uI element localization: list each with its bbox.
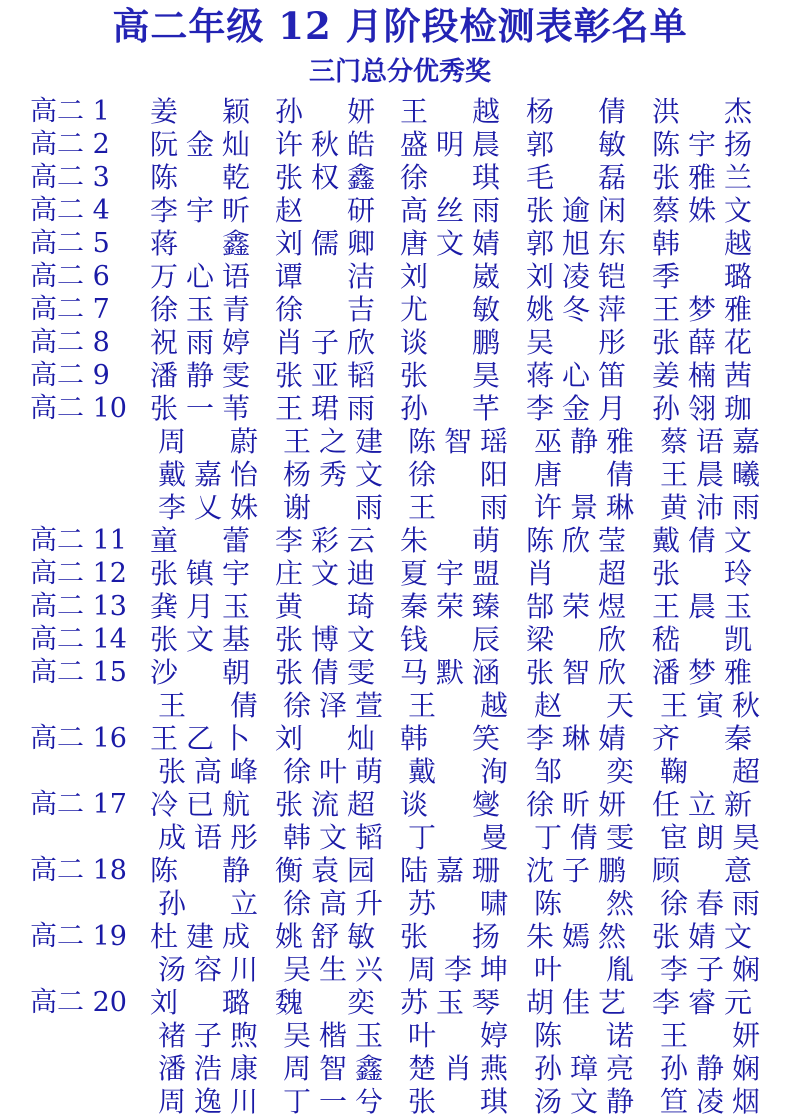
- student-name: 孙 立: [158, 887, 258, 920]
- student-name: 潘梦雅: [652, 656, 752, 689]
- student-name: 汤文静: [534, 1085, 634, 1118]
- student-name: 李宇昕: [150, 194, 250, 227]
- student-name: 唐文婧: [400, 227, 500, 260]
- student-name: 蒋 鑫: [150, 227, 250, 260]
- class-label: 高二 8: [30, 327, 110, 358]
- student-name: 张 琪: [408, 1085, 508, 1118]
- roster-row: [0, 491, 800, 524]
- student-name: 吴生兴: [283, 953, 383, 986]
- student-name: 谭 洁: [275, 260, 375, 293]
- student-name: 楚肖燕: [408, 1052, 508, 1085]
- student-name: 徐 阳: [408, 458, 508, 491]
- student-name: 丁 曼: [408, 821, 508, 854]
- student-name: 姚舒敏: [275, 920, 375, 953]
- class-label: 高二 11: [30, 525, 127, 556]
- student-name: 衡袁园: [275, 854, 375, 887]
- student-name: 徐昕妍: [526, 788, 626, 821]
- student-name: 尤 敏: [400, 293, 500, 326]
- student-name: 杨 倩: [526, 95, 626, 128]
- student-name: 张婧文: [652, 920, 752, 953]
- class-label: 高二 18: [30, 855, 127, 886]
- student-name: 巫静雅: [534, 425, 634, 458]
- student-name: 陈 然: [534, 887, 634, 920]
- student-name: 徐春雨: [660, 887, 760, 920]
- student-name: 徐泽萱: [283, 689, 383, 722]
- roster-row: [0, 359, 800, 392]
- class-label: 高二 13: [30, 591, 127, 622]
- roster-row: [0, 623, 800, 656]
- student-name: 宦朗昊: [660, 821, 760, 854]
- student-name: 黄沛雨: [660, 491, 760, 524]
- student-name: 黄 琦: [275, 590, 375, 623]
- student-name: 韩 越: [652, 227, 752, 260]
- student-name: 王之建: [283, 425, 383, 458]
- roster-row: [0, 293, 800, 326]
- student-name: 汤容川: [158, 953, 258, 986]
- roster-row: [0, 854, 800, 887]
- student-name: 笪凌烟: [660, 1085, 760, 1118]
- roster-row: [0, 722, 800, 755]
- student-name: 朱嫣然: [526, 920, 626, 953]
- student-name: 蔡语嘉: [660, 425, 760, 458]
- student-name: 张文基: [150, 623, 250, 656]
- student-name: 张 扬: [400, 920, 500, 953]
- student-name: 陈宇扬: [652, 128, 752, 161]
- student-name: 张博文: [275, 623, 375, 656]
- roster-row: [0, 128, 800, 161]
- class-label: 高二 14: [30, 624, 127, 655]
- student-name: 王梦雅: [652, 293, 752, 326]
- student-name: 张逾闲: [526, 194, 626, 227]
- roster-row: [0, 986, 800, 1019]
- class-label: 高二 7: [30, 294, 110, 325]
- student-name: 张薛花: [652, 326, 752, 359]
- roster-row: [0, 557, 800, 590]
- class-label: 高二 10: [30, 393, 127, 424]
- class-label: 高二 2: [30, 129, 110, 160]
- student-name: 张权鑫: [275, 161, 375, 194]
- student-name: 朱 萌: [400, 524, 500, 557]
- student-name: 郭旭东: [526, 227, 626, 260]
- student-name: 洪 杰: [652, 95, 752, 128]
- student-name: 王 越: [400, 95, 500, 128]
- student-name: 孙静娴: [660, 1052, 760, 1085]
- student-name: 孙 妍: [275, 95, 375, 128]
- roster-row: [0, 887, 800, 920]
- student-name: 蔡姝文: [652, 194, 752, 227]
- class-label: 高二 12: [30, 558, 127, 589]
- roster-row: [0, 1052, 800, 1085]
- student-name: 李琳婧: [526, 722, 626, 755]
- student-name: 郜荣煜: [526, 590, 626, 623]
- student-name: 谈 鹏: [400, 326, 500, 359]
- student-name: 姚冬萍: [526, 293, 626, 326]
- student-name: 盛明晨: [400, 128, 500, 161]
- roster-row: [0, 260, 800, 293]
- student-name: 苏玉琴: [400, 986, 500, 1019]
- roster-row: [0, 524, 800, 557]
- student-name: 吴楷玉: [283, 1019, 383, 1052]
- student-name: 陈 乾: [150, 161, 250, 194]
- student-name: 王 妍: [660, 1019, 760, 1052]
- student-name: 刘 璐: [150, 986, 250, 1019]
- student-name: 张流超: [275, 788, 375, 821]
- student-name: 童 蕾: [150, 524, 250, 557]
- student-name: 邹 奕: [534, 755, 634, 788]
- student-name: 叶 胤: [534, 953, 634, 986]
- student-name: 秦荣臻: [400, 590, 500, 623]
- student-name: 姜楠茜: [652, 359, 752, 392]
- student-name: 韩文韬: [283, 821, 383, 854]
- roster-row: [0, 590, 800, 623]
- student-name: 顾 意: [652, 854, 752, 887]
- student-name: 魏 奕: [275, 986, 375, 1019]
- student-name: 周李坤: [408, 953, 508, 986]
- student-name: 毛 磊: [526, 161, 626, 194]
- student-name: 鞠 超: [660, 755, 760, 788]
- class-label: 高二 4: [30, 195, 110, 226]
- roster-row: [0, 194, 800, 227]
- student-name: 赵 研: [275, 194, 375, 227]
- student-name: 陈 静: [150, 854, 250, 887]
- student-name: 杨秀文: [283, 458, 383, 491]
- student-name: 许景琳: [534, 491, 634, 524]
- student-name: 谈 燮: [400, 788, 500, 821]
- student-name: 赵 天: [534, 689, 634, 722]
- student-name: 李彩云: [275, 524, 375, 557]
- roster-row: [0, 689, 800, 722]
- student-name: 陈智瑶: [408, 425, 508, 458]
- roster-row: [0, 326, 800, 359]
- student-name: 王 雨: [408, 491, 508, 524]
- student-name: 冷已航: [150, 788, 250, 821]
- student-name: 唐 倩: [534, 458, 634, 491]
- roster-row: [0, 95, 800, 128]
- page-title: 高二年级 12 月阶段检测表彰名单: [112, 4, 688, 48]
- student-name: 孙璋亮: [534, 1052, 634, 1085]
- student-name: 李子娴: [660, 953, 760, 986]
- class-label: 高二 17: [30, 789, 127, 820]
- student-name: 徐高升: [283, 887, 383, 920]
- student-name: 戴倩文: [652, 524, 752, 557]
- student-name: 李乂姝: [158, 491, 258, 524]
- student-name: 徐 吉: [275, 293, 375, 326]
- student-name: 戴嘉怡: [158, 458, 258, 491]
- class-label: 高二 16: [30, 723, 127, 754]
- class-label: 高二 19: [30, 921, 127, 952]
- student-name: 刘儒卿: [275, 227, 375, 260]
- student-name: 戴 洵: [408, 755, 508, 788]
- student-name: 张高峰: [158, 755, 258, 788]
- student-name: 陈 诺: [534, 1019, 634, 1052]
- student-name: 万心语: [150, 260, 250, 293]
- student-name: 张镇宇: [150, 557, 250, 590]
- student-name: 刘 灿: [275, 722, 375, 755]
- student-name: 张倩雯: [275, 656, 375, 689]
- roster-row: [0, 425, 800, 458]
- student-name: 吴 彤: [526, 326, 626, 359]
- student-name: 周智鑫: [283, 1052, 383, 1085]
- student-name: 潘浩康: [158, 1052, 258, 1085]
- roster-row: [0, 821, 800, 854]
- student-name: 周逸川: [158, 1085, 258, 1118]
- class-label: 高二 1: [30, 96, 110, 127]
- student-name: 李睿元: [652, 986, 752, 1019]
- roster-row: [0, 755, 800, 788]
- roster-row: [0, 392, 800, 425]
- class-label: 高二 9: [30, 360, 110, 391]
- student-name: 马默涵: [400, 656, 500, 689]
- student-name: 阮金灿: [150, 128, 250, 161]
- student-name: 张 昊: [400, 359, 500, 392]
- student-name: 谢 雨: [283, 491, 383, 524]
- student-name: 潘静雯: [150, 359, 250, 392]
- student-name: 肖 超: [526, 557, 626, 590]
- roster-row: [0, 953, 800, 986]
- student-name: 张一苇: [150, 392, 250, 425]
- student-name: 周 蔚: [158, 425, 258, 458]
- student-name: 姜 颖: [150, 95, 250, 128]
- student-name: 成语彤: [158, 821, 258, 854]
- student-name: 孙翎珈: [652, 392, 752, 425]
- student-name: 刘凌铠: [526, 260, 626, 293]
- student-name: 王 倩: [158, 689, 258, 722]
- student-name: 齐 秦: [652, 722, 752, 755]
- student-name: 任立新: [652, 788, 752, 821]
- award-subtitle: 三门总分优秀奖: [308, 57, 491, 87]
- class-label: 高二 6: [30, 261, 110, 292]
- student-name: 叶 婷: [408, 1019, 508, 1052]
- roster-row: [0, 227, 800, 260]
- student-name: 王晨曦: [660, 458, 760, 491]
- award-roster: [0, 95, 800, 1118]
- student-name: 张智欣: [526, 656, 626, 689]
- student-name: 梁 欣: [526, 623, 626, 656]
- student-name: 郭 敏: [526, 128, 626, 161]
- student-name: 王 越: [408, 689, 508, 722]
- student-name: 嵇 凯: [652, 623, 752, 656]
- student-name: 高丝雨: [400, 194, 500, 227]
- student-name: 沈子鹏: [526, 854, 626, 887]
- student-name: 祝雨婷: [150, 326, 250, 359]
- student-name: 褚子煦: [158, 1019, 258, 1052]
- student-name: 徐叶萌: [283, 755, 383, 788]
- student-name: 夏宇盟: [400, 557, 500, 590]
- student-name: 张亚韬: [275, 359, 375, 392]
- class-label: 高二 15: [30, 657, 127, 688]
- student-name: 庄文迪: [275, 557, 375, 590]
- student-name: 胡佳艺: [526, 986, 626, 1019]
- student-name: 张 玲: [652, 557, 752, 590]
- student-name: 钱 辰: [400, 623, 500, 656]
- roster-row: [0, 161, 800, 194]
- roster-row: [0, 1019, 800, 1052]
- student-name: 陈欣莹: [526, 524, 626, 557]
- student-name: 陆嘉珊: [400, 854, 500, 887]
- student-name: 许秋皓: [275, 128, 375, 161]
- student-name: 徐玉青: [150, 293, 250, 326]
- student-name: 丁倩雯: [534, 821, 634, 854]
- student-name: 孙 芊: [400, 392, 500, 425]
- student-name: 刘 崴: [400, 260, 500, 293]
- student-name: 徐 琪: [400, 161, 500, 194]
- student-name: 张雅兰: [652, 161, 752, 194]
- roster-row: [0, 1085, 800, 1118]
- student-name: 王晨玉: [652, 590, 752, 623]
- student-name: 沙 朝: [150, 656, 250, 689]
- student-name: 韩 笑: [400, 722, 500, 755]
- student-name: 李金月: [526, 392, 626, 425]
- student-name: 王寅秋: [660, 689, 760, 722]
- roster-row: [0, 788, 800, 821]
- student-name: 王珺雨: [275, 392, 375, 425]
- class-label: 高二 5: [30, 228, 110, 259]
- student-name: 丁一兮: [283, 1085, 383, 1118]
- class-label: 高二 3: [30, 162, 110, 193]
- roster-row: [0, 920, 800, 953]
- student-name: 季 璐: [652, 260, 752, 293]
- student-name: 肖子欣: [275, 326, 375, 359]
- student-name: 苏 啸: [408, 887, 508, 920]
- student-name: 杜建成: [150, 920, 250, 953]
- roster-row: [0, 656, 800, 689]
- class-label: 高二 20: [30, 987, 127, 1018]
- student-name: 王乙卜: [150, 722, 250, 755]
- student-name: 龚月玉: [150, 590, 250, 623]
- student-name: 蒋心笛: [526, 359, 626, 392]
- roster-row: [0, 458, 800, 491]
